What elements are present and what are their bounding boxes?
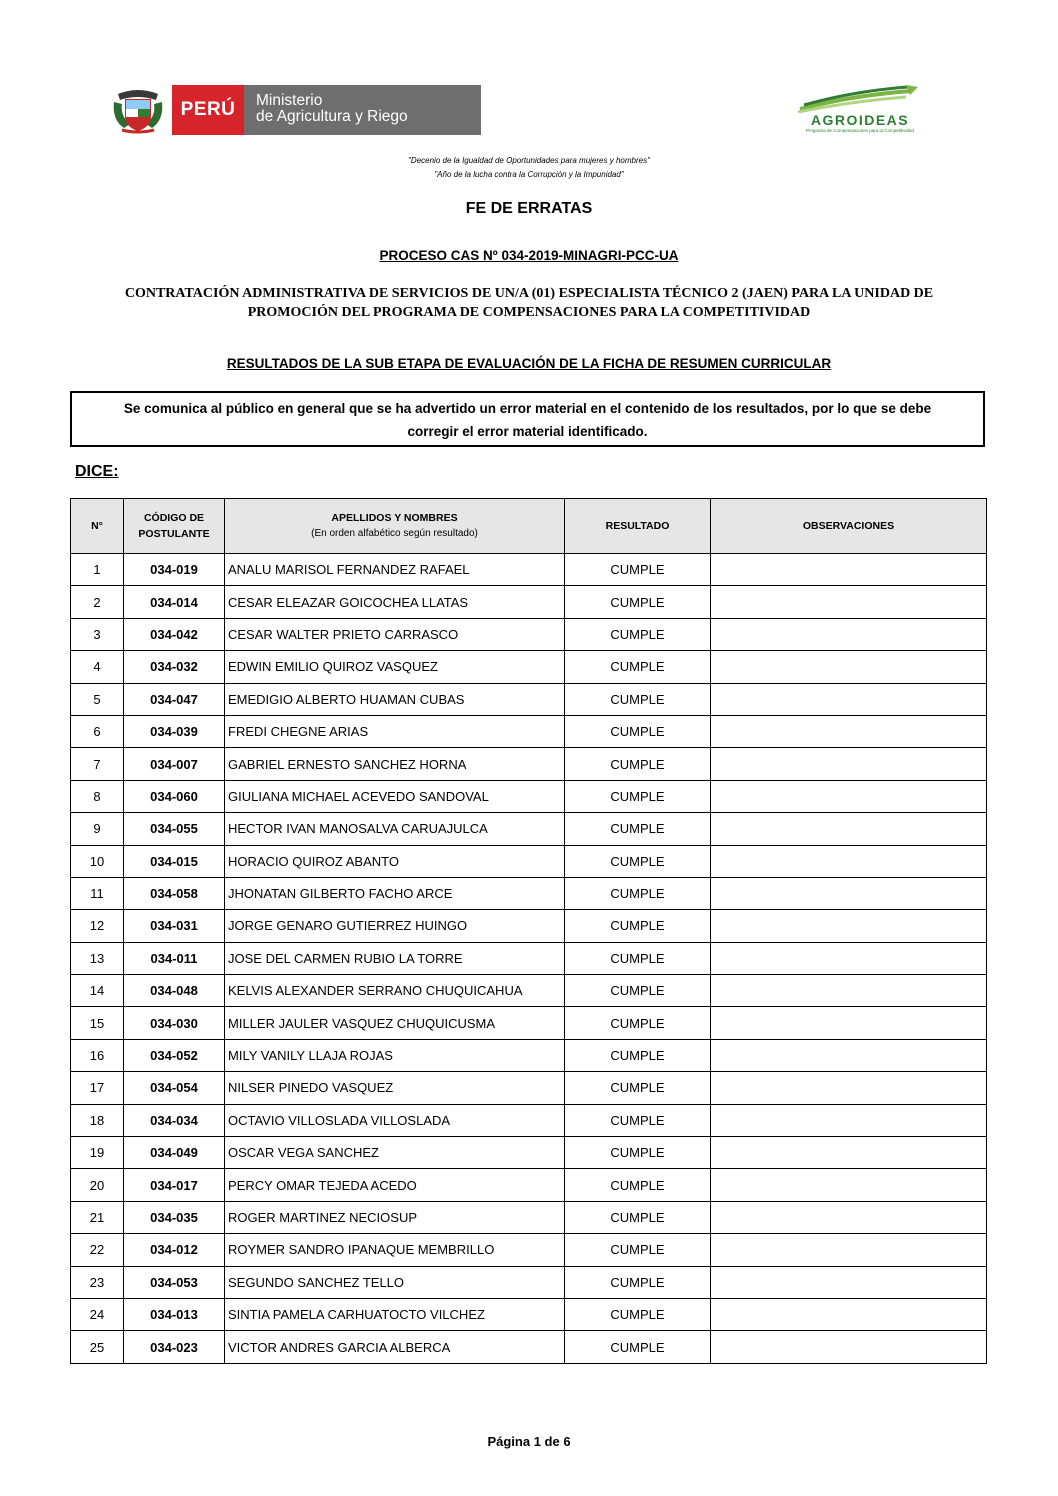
applicant-name: EMEDIGIO ALBERTO HUAMAN CUBAS [225,683,565,715]
applicant-code: 034-030 [124,1007,225,1039]
header-name [225,499,565,554]
applicant-code: 034-019 [124,554,225,586]
table-row [71,780,987,812]
table-row [71,715,987,747]
applicant-name: ANALU MARISOL FERNANDEZ RAFAEL [225,554,565,586]
applicant-code: 034-013 [124,1298,225,1330]
table-row [71,748,987,780]
result-value: CUMPLE [565,975,711,1007]
process-number: PROCESO CAS Nº 034-2019-MINAGRI-PCC-UA [379,248,679,263]
applicant-name: KELVIS ALEXANDER SERRANO CHUQUICAHUA [225,975,565,1007]
observations-cell [711,975,987,1007]
table-row [71,1007,987,1039]
header-code-line-1: CÓDIGO DE [143,512,205,524]
table-row [71,554,987,586]
table-row [71,942,987,974]
applicant-code: 034-032 [124,651,225,683]
applicant-code: 034-023 [124,1331,225,1363]
applicant-name: EDWIN EMILIO QUIROZ VASQUEZ [225,651,565,683]
table-row [71,1072,987,1104]
results-table [70,498,987,1364]
applicant-name: HECTOR IVAN MANOSALVA CARUAJULCA [225,813,565,845]
applicant-code: 034-055 [124,813,225,845]
row-number: 8 [71,780,124,812]
table-row [71,651,987,683]
observations-cell [711,1104,987,1136]
dice-label: DICE: [75,463,119,480]
result-value: CUMPLE [565,1266,711,1298]
result-value: CUMPLE [565,845,711,877]
applicant-name: ROYMER SANDRO IPANAQUE MEMBRILLO [225,1234,565,1266]
row-number: 3 [71,618,124,650]
header-name-line-2: (En orden alfabético según resultado) [311,528,478,539]
observations-cell [711,618,987,650]
result-value: CUMPLE [565,1298,711,1330]
observations-cell [711,651,987,683]
applicant-code: 034-049 [124,1137,225,1169]
minagri-logo [172,85,481,135]
header-name-line-1: APELLIDOS Y NOMBRES [331,512,458,524]
applicant-code: 034-042 [124,618,225,650]
table-row [71,1201,987,1233]
page-number: Página 1 de 6 [487,1434,571,1449]
applicant-name: MILY VANILY LLAJA ROJAS [225,1039,565,1071]
observations-cell [711,1331,987,1363]
applicant-name: VICTOR ANDRES GARCIA ALBERCA [225,1331,565,1363]
observations-cell [711,1007,987,1039]
row-number: 5 [71,683,124,715]
decenio-text [0,154,1058,182]
applicant-name: HORACIO QUIROZ ABANTO [225,845,565,877]
applicant-name: SEGUNDO SANCHEZ TELLO [225,1266,565,1298]
result-value: CUMPLE [565,1137,711,1169]
page-header [0,0,1058,150]
agroideas-swoosh-icon [794,85,926,113]
table-row [71,877,987,909]
row-number: 19 [71,1137,124,1169]
ministry-name [244,85,481,135]
applicant-code: 034-039 [124,715,225,747]
observations-cell [711,780,987,812]
result-value: CUMPLE [565,1169,711,1201]
row-number: 17 [71,1072,124,1104]
observations-cell [711,748,987,780]
observations-cell [711,1201,987,1233]
observations-cell [711,683,987,715]
observations-cell [711,1169,987,1201]
header-code [124,499,225,554]
applicant-name: SINTIA PAMELA CARHUATOCTO VILCHEZ [225,1298,565,1330]
observations-cell [711,1266,987,1298]
agroideas-subtitle: Programa de Compensaciones para la Competitividad [805,128,915,133]
row-number: 10 [71,845,124,877]
header-num: N° [71,499,124,554]
table-row [71,1137,987,1169]
row-number: 18 [71,1104,124,1136]
table-row [71,1039,987,1071]
header-observations: OBSERVACIONES [711,499,987,554]
table-row [71,845,987,877]
row-number: 2 [71,586,124,618]
observations-cell [711,1072,987,1104]
applicant-code: 034-053 [124,1266,225,1298]
row-number: 13 [71,942,124,974]
applicant-code: 034-017 [124,1169,225,1201]
observations-cell [711,1137,987,1169]
applicant-name: JORGE GENARO GUTIERREZ HUINGO [225,910,565,942]
applicant-code: 034-034 [124,1104,225,1136]
applicant-name: MILLER JAULER VASQUEZ CHUQUICUSMA [225,1007,565,1039]
result-value: CUMPLE [565,554,711,586]
results-heading: RESULTADOS DE LA SUB ETAPA DE EVALUACIÓN DE LA FICHA DE RESUMEN CURRICULAR [226,356,832,371]
row-number: 4 [71,651,124,683]
table-row [71,1169,987,1201]
row-number: 12 [71,910,124,942]
document-title: FE DE ERRATAS [465,200,593,217]
result-value: CUMPLE [565,715,711,747]
row-number: 25 [71,1331,124,1363]
applicant-code: 034-047 [124,683,225,715]
header-code-line-2: POSTULANTE [138,528,210,540]
result-value: CUMPLE [565,748,711,780]
table-body [71,554,987,1364]
observations-cell [711,1039,987,1071]
observations-cell [711,877,987,909]
result-value: CUMPLE [565,1072,711,1104]
applicant-code: 034-014 [124,586,225,618]
observations-cell [711,554,987,586]
observations-cell [711,586,987,618]
ministry-line-2: de Agricultura y Riego [256,108,408,125]
row-number: 15 [71,1007,124,1039]
table-header-row [71,499,987,554]
row-number: 14 [71,975,124,1007]
decenio-line-1: "Decenio de la Igualdad de Oportunidades para mujeres y hombres" [408,156,650,165]
result-value: CUMPLE [565,1104,711,1136]
applicant-name: OSCAR VEGA SANCHEZ [225,1137,565,1169]
table-row [71,1298,987,1330]
result-value: CUMPLE [565,877,711,909]
result-value: CUMPLE [565,651,711,683]
table-row [71,813,987,845]
applicant-name: JOSE DEL CARMEN RUBIO LA TORRE [225,942,565,974]
applicant-code: 034-058 [124,877,225,909]
applicant-name: PERCY OMAR TEJEDA ACEDO [225,1169,565,1201]
observations-cell [711,942,987,974]
table-row [71,1104,987,1136]
row-number: 7 [71,748,124,780]
applicant-code: 034-012 [124,1234,225,1266]
applicant-name: CESAR WALTER PRIETO CARRASCO [225,618,565,650]
result-value: CUMPLE [565,1331,711,1363]
applicant-code: 034-060 [124,780,225,812]
table-row [71,618,987,650]
table-row [71,1266,987,1298]
peru-label: PERÚ [172,85,244,135]
applicant-code: 034-048 [124,975,225,1007]
observations-cell [711,1298,987,1330]
errata-notice [70,391,985,447]
applicant-name: OCTAVIO VILLOSLADA VILLOSLADA [225,1104,565,1136]
result-value: CUMPLE [565,1234,711,1266]
row-number: 6 [71,715,124,747]
agroideas-label: AGROIDEAS [810,112,910,128]
applicant-code: 034-054 [124,1072,225,1104]
applicant-name: JHONATAN GILBERTO FACHO ARCE [225,877,565,909]
observations-cell [711,845,987,877]
agroideas-logo [794,85,926,137]
result-value: CUMPLE [565,942,711,974]
table-row [71,1234,987,1266]
row-number: 16 [71,1039,124,1071]
applicant-code: 034-011 [124,942,225,974]
observations-cell [711,813,987,845]
result-value: CUMPLE [565,813,711,845]
ministry-line-1: Ministerio [256,92,323,109]
header-result: RESULTADO [565,499,711,554]
result-value: CUMPLE [565,683,711,715]
row-number: 23 [71,1266,124,1298]
result-value: CUMPLE [565,1039,711,1071]
applicant-code: 034-015 [124,845,225,877]
result-value: CUMPLE [565,780,711,812]
result-value: CUMPLE [565,1201,711,1233]
result-value: CUMPLE [565,910,711,942]
result-value: CUMPLE [565,586,711,618]
row-number: 11 [71,877,124,909]
contract-line-2: PROMOCIÓN DEL PROGRAMA DE COMPENSACIONES PARA LA COMPETITIVIDAD [247,305,811,320]
table-row [71,910,987,942]
row-number: 9 [71,813,124,845]
national-seal-icon [110,86,166,134]
observations-cell [711,1234,987,1266]
applicant-name: GIULIANA MICHAEL ACEVEDO SANDOVAL [225,780,565,812]
notice-line-2: corregir el error material identificado. [407,424,648,439]
observations-cell [711,715,987,747]
applicant-name: CESAR ELEAZAR GOICOCHEA LLATAS [225,586,565,618]
applicant-name: NILSER PINEDO VASQUEZ [225,1072,565,1104]
contract-description [90,284,968,322]
result-value: CUMPLE [565,618,711,650]
decenio-line-2: "Año de la lucha contra la Corrupción y la Impunidad" [434,170,624,179]
applicant-name: FREDI CHEGNE ARIAS [225,715,565,747]
row-number: 24 [71,1298,124,1330]
applicant-code: 034-031 [124,910,225,942]
observations-cell [711,910,987,942]
table-row [71,683,987,715]
contract-line-1: CONTRATACIÓN ADMINISTRATIVA DE SERVICIOS DE UN/A (01) ESPECIALISTA TÉCNICO 2 (JAEN) PARA LA UNIDAD DE [124,286,934,301]
table-row [71,1331,987,1363]
table-row [71,975,987,1007]
notice-line-1: Se comunica al público en general que se ha advertido un error material en el contenido de los resultados, por lo que se debe [123,401,932,416]
applicant-code: 034-035 [124,1201,225,1233]
applicant-name: GABRIEL ERNESTO SANCHEZ HORNA [225,748,565,780]
applicant-name: ROGER MARTINEZ NECIOSUP [225,1201,565,1233]
applicant-code: 034-007 [124,748,225,780]
row-number: 20 [71,1169,124,1201]
result-value: CUMPLE [565,1007,711,1039]
table-row [71,586,987,618]
row-number: 22 [71,1234,124,1266]
row-number: 21 [71,1201,124,1233]
row-number: 1 [71,554,124,586]
applicant-code: 034-052 [124,1039,225,1071]
